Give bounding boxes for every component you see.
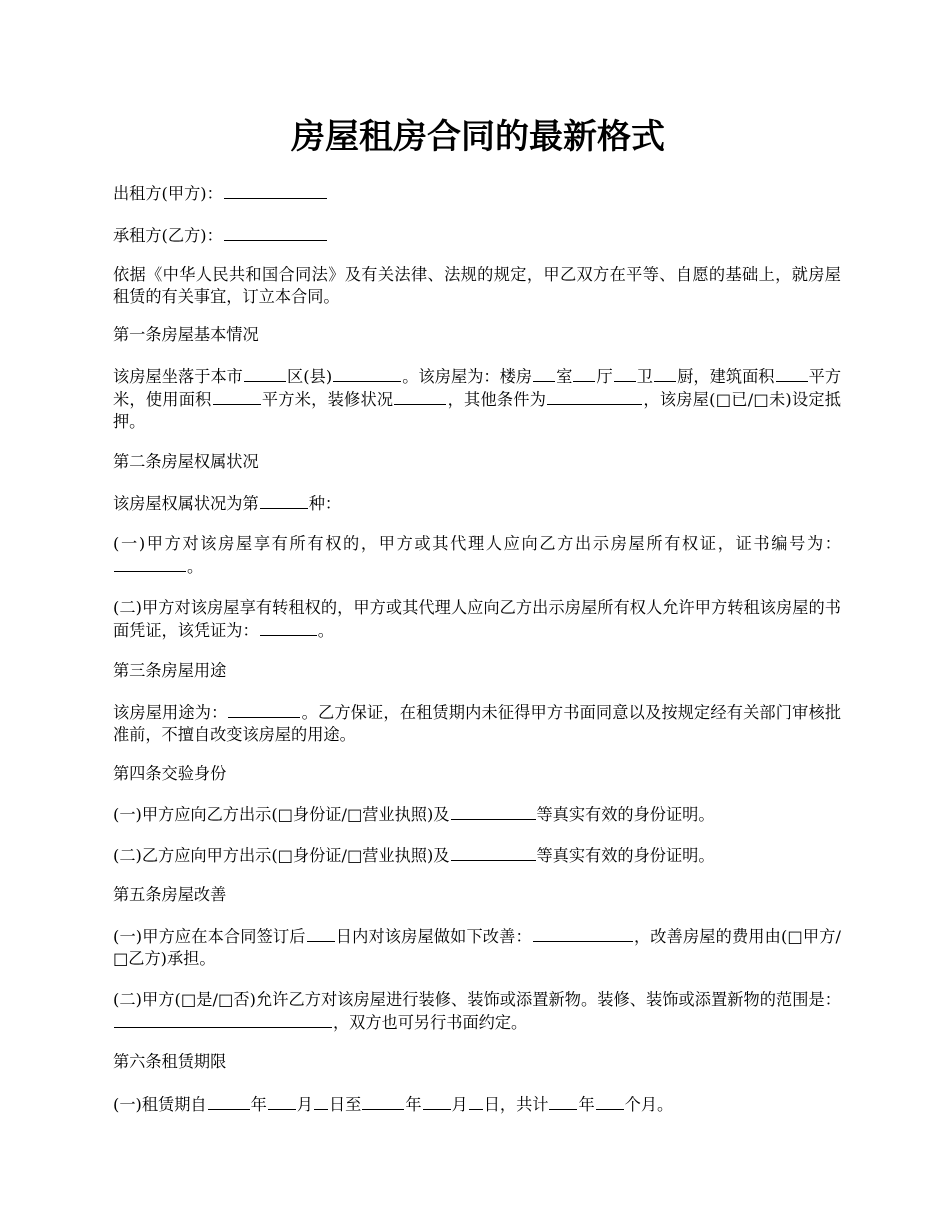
sublease-voucher-blank [260, 619, 317, 636]
article-6-text: 月 [451, 1095, 468, 1114]
bathrooms-blank [614, 365, 636, 382]
article-2-text: 。 [317, 621, 334, 640]
article-1-body [113, 365, 841, 433]
article-2-heading: 第二条房屋权属状况 [113, 452, 259, 471]
certificate-number-blank [114, 555, 186, 572]
article-4-text: (二)乙方应向甲方出示(□身份证/□营业执照)及 [113, 846, 450, 865]
start-day-blank [314, 1093, 328, 1110]
usable-area-blank [213, 388, 261, 405]
start-month-blank [268, 1093, 296, 1110]
decoration-scope-blank [114, 1011, 332, 1028]
end-month-blank [423, 1093, 451, 1110]
article-5-text: 日内对该房屋做如下改善： [335, 927, 532, 946]
lessee-label: 承租方(乙方)： [113, 226, 223, 245]
article-6-text: 日，共计 [483, 1095, 549, 1114]
article-5-text: (二)甲方(□是/□否)允许乙方对该房屋进行装修、装饰或添置新物。装修、装饰或添置新物的范围是： [113, 990, 841, 1009]
article-1-text: 厨，建筑面积 [677, 367, 775, 386]
article-6-text: (一)租赁期自 [113, 1095, 207, 1114]
article-6-text: 年 [578, 1095, 595, 1114]
article-6-text: 年 [250, 1095, 267, 1114]
article-6-text: 月 [296, 1095, 313, 1114]
end-day-blank [469, 1093, 483, 1110]
article-5-text: (一)甲方应在本合同签订后 [113, 927, 306, 946]
article-2-text: 。 [187, 557, 204, 576]
lessor-line [113, 182, 841, 205]
article-2-text: 种： [308, 494, 342, 513]
article-3-text: 。乙方保证，在租赁期内未征得甲方书面同意以及按规定经有关部门审核批准前，不擅自改变该房屋的用途。 [113, 703, 842, 744]
address-blank [333, 365, 401, 382]
article-1-text: 平方米，使用面积 [113, 367, 842, 409]
article-1-heading: 第一条房屋基本情况 [113, 325, 259, 344]
intro-paragraph: 依据《中华人民共和国合同法》及有关法律、法规的规定，甲乙双方在平等、自愿的基础上，就房屋租赁的有关事宜，订立本合同。 [113, 265, 841, 306]
district-blank [244, 365, 286, 382]
lessee-name-blank [224, 224, 327, 241]
improvement-days-blank [307, 925, 335, 942]
article-2-item-2 [113, 597, 841, 642]
total-months-blank [596, 1093, 624, 1110]
article-6-heading: 第六条租赁期限 [113, 1052, 227, 1071]
article-3-text: 该房屋用途为： [113, 703, 228, 722]
article-1-text: 卫 [636, 367, 654, 386]
article-3-heading: 第三条房屋用途 [113, 661, 227, 680]
article-4-item-2 [113, 844, 841, 867]
article-1-text: 区(县) [286, 367, 333, 386]
end-year-blank [362, 1093, 404, 1110]
start-year-blank [208, 1093, 250, 1110]
article-1-text: 该房屋坐落于本市 [113, 367, 243, 386]
rooms-blank [533, 365, 555, 382]
article-5-item-1 [113, 925, 841, 970]
article-6-text: 日至 [328, 1095, 362, 1114]
building-area-blank [776, 365, 808, 382]
article-6-item-1 [113, 1093, 841, 1116]
article-5-heading: 第五条房屋改善 [113, 885, 227, 904]
lessor-label: 出租方(甲方)： [113, 184, 223, 203]
article-2-text: 该房屋权属状况为第 [113, 494, 259, 513]
article-6-text: 个月。 [624, 1095, 674, 1114]
kitchens-blank [654, 365, 676, 382]
article-1-text: ，该房屋(□已/□未)设定抵押。 [113, 390, 841, 431]
article-5-text: ，双方也可另行书面约定。 [333, 1013, 528, 1032]
article-1-text: 室 [556, 367, 573, 386]
improvement-items-blank [533, 925, 633, 942]
lessor-name-blank [224, 182, 327, 199]
article-1-text: ，其他条件为 [447, 390, 547, 409]
lessor-id-blank [451, 803, 536, 820]
decoration-blank [394, 388, 446, 405]
document-title: 房屋租房合同的最新格式 [291, 117, 665, 157]
article-5-text: ，改善房屋的费用由(□甲方/□乙方)承担。 [113, 927, 841, 968]
lessee-id-blank [451, 844, 536, 861]
article-1-text: 厅 [596, 367, 613, 386]
article-4-text: (一)甲方应向乙方出示(□身份证/□营业执照)及 [113, 805, 450, 824]
article-2-item-1 [113, 533, 841, 578]
article-4-text: 等真实有效的身份证明。 [536, 846, 715, 865]
ownership-type-blank [260, 492, 308, 509]
article-4-item-1 [113, 803, 841, 826]
article-6-text: 年 [405, 1095, 422, 1114]
article-5-item-2 [113, 989, 841, 1034]
lessee-line [113, 224, 841, 247]
usage-blank [228, 701, 300, 718]
total-years-blank [549, 1093, 577, 1110]
article-2-type-line [113, 492, 841, 515]
halls-blank [573, 365, 595, 382]
article-4-heading: 第四条交验身份 [113, 764, 227, 783]
other-conditions-blank [547, 388, 642, 405]
article-1-text: 平方米，装修状况 [261, 390, 394, 409]
article-1-text: 。该房屋为：楼房 [402, 367, 533, 386]
article-4-text: 等真实有效的身份证明。 [536, 805, 715, 824]
article-2-text: (一)甲方对该房屋享有所有权的，甲方或其代理人应向乙方出示房屋所有权证，证书编号为： [113, 534, 841, 553]
article-2-text: (二)甲方对该房屋享有转租权的，甲方或其代理人应向乙方出示房屋所有权人允许甲方转租该房屋的书面凭证，该凭证为： [113, 598, 841, 640]
article-3-body [113, 701, 841, 746]
